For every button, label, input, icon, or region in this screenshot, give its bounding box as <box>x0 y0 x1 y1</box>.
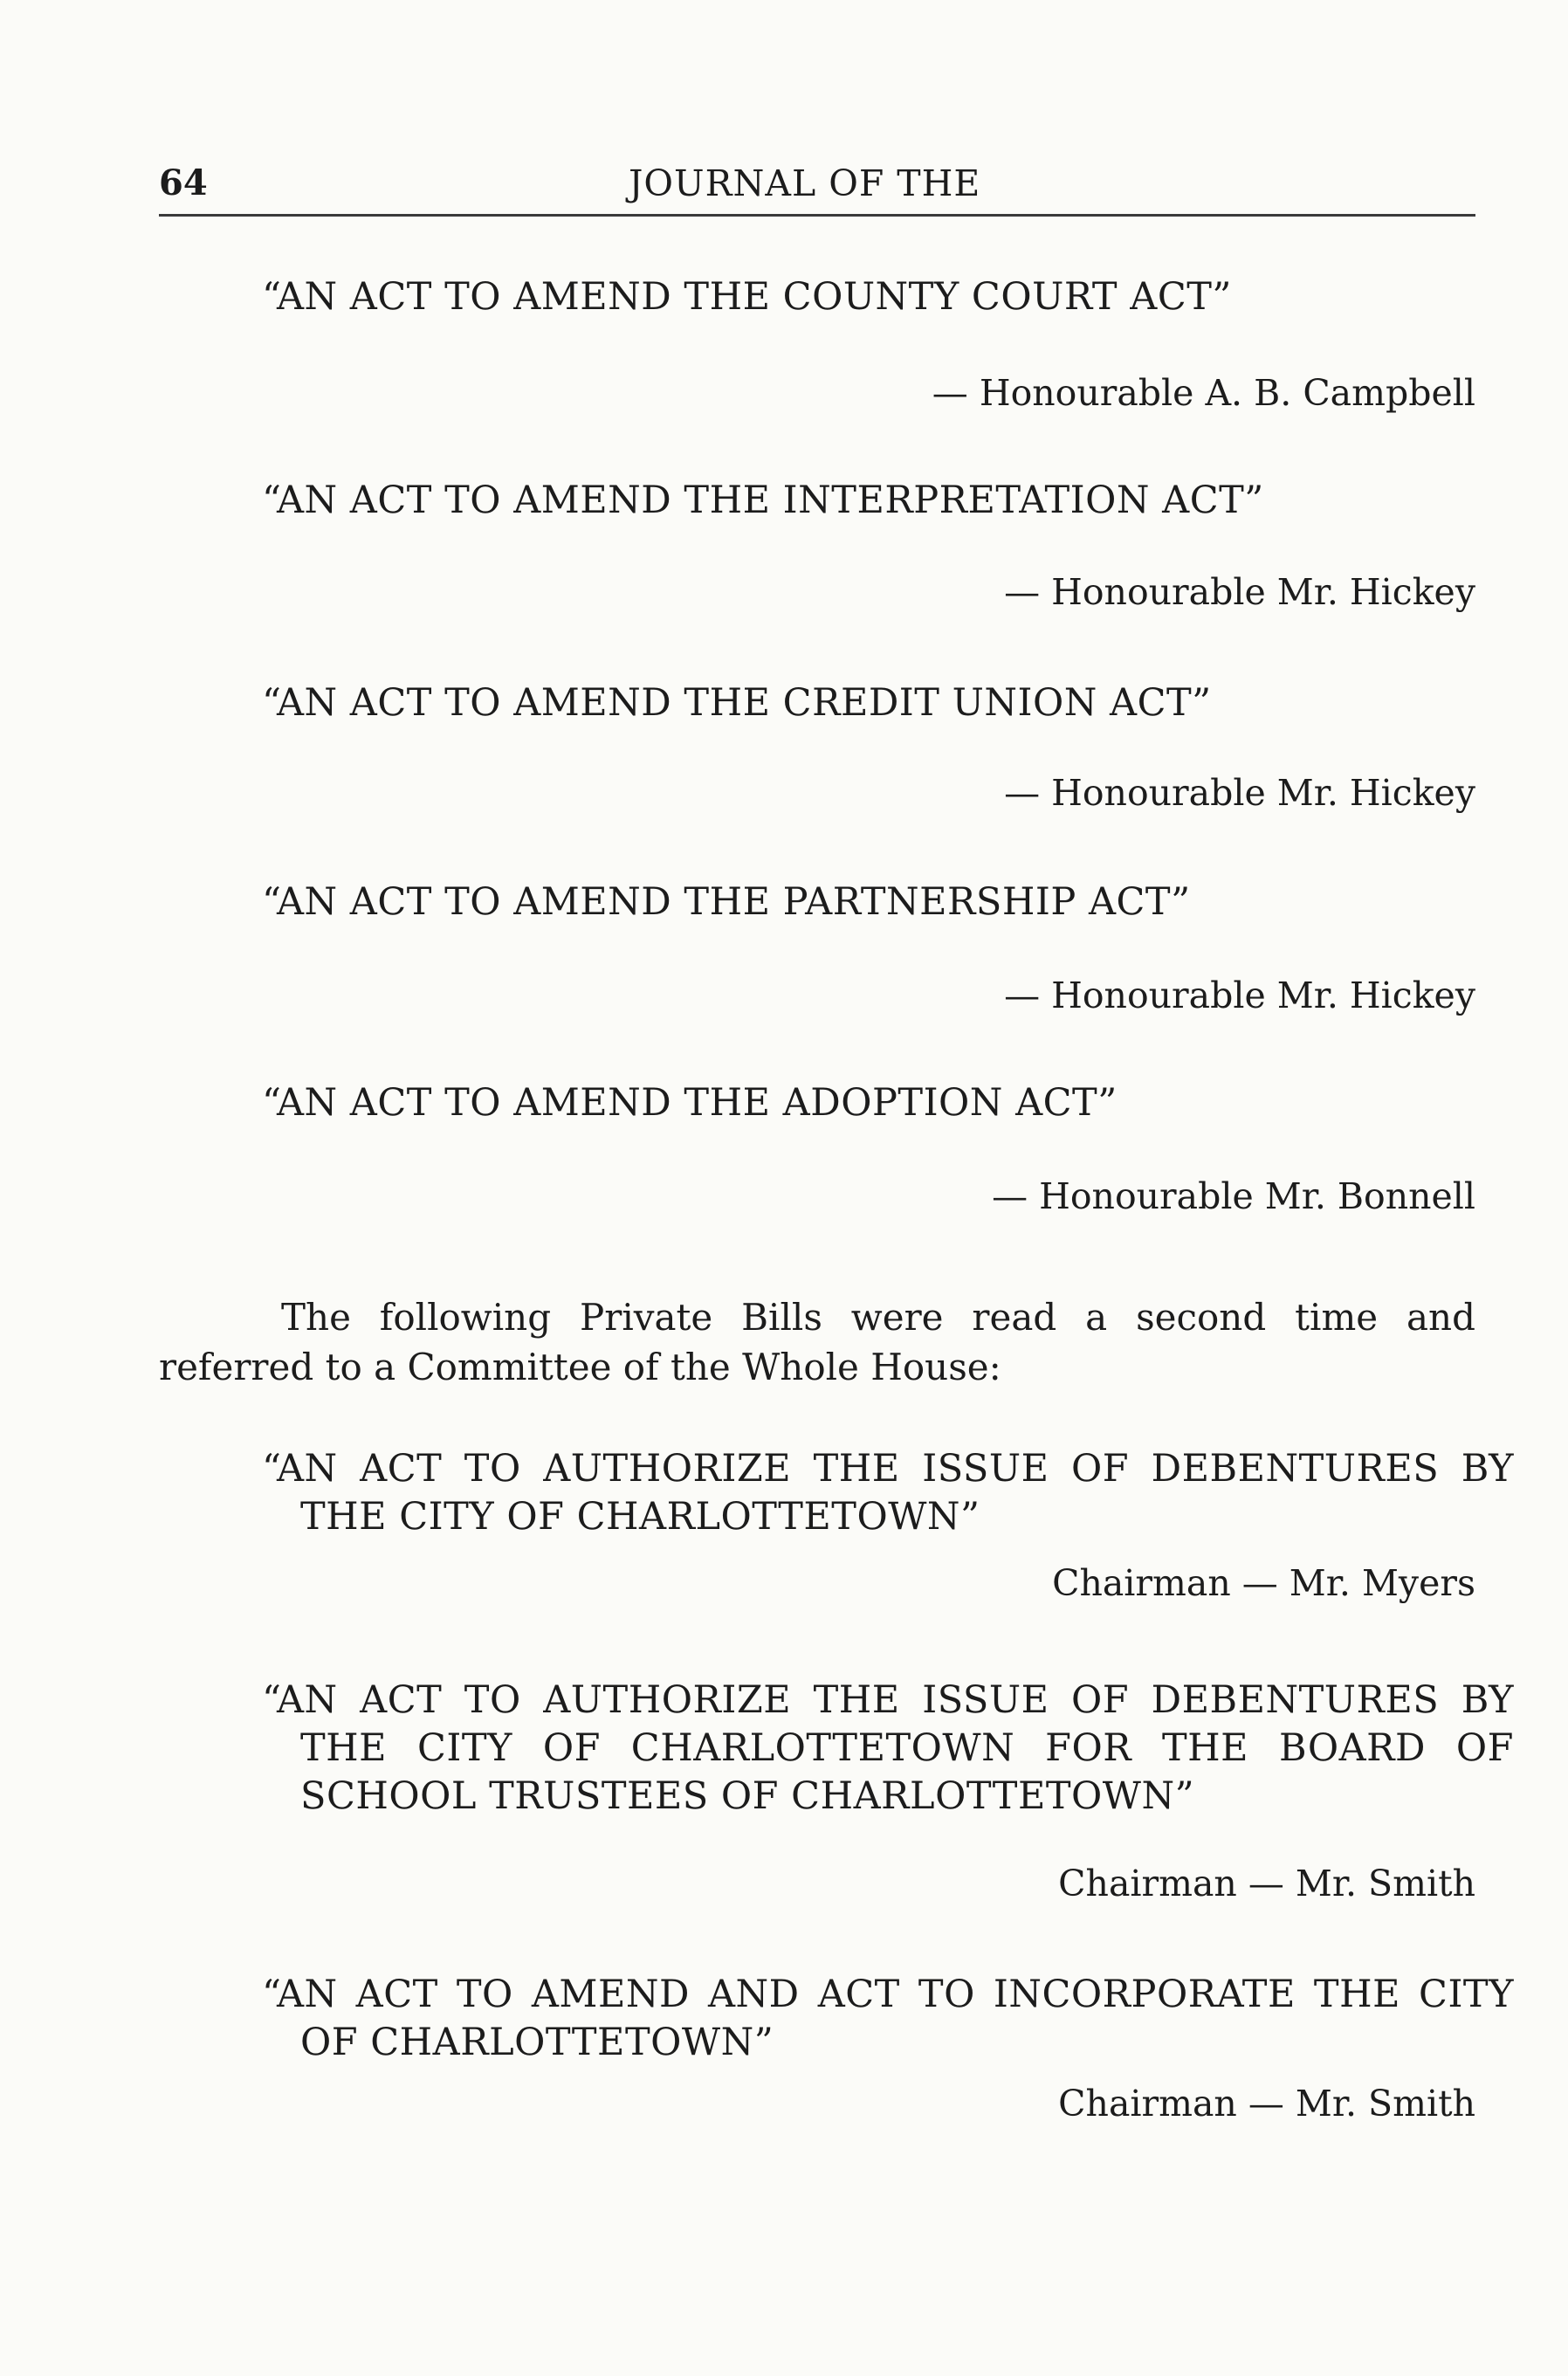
private-bill-title: “AN ACT TO AUTHORIZE THE ISSUE OF DEBENTURES BY THE CITY OF CHARLOTTETOWN FOR THE BOARD OF SCHOOL TRUSTEES OF CHARLOTTETOWN” <box>262 1678 1514 1818</box>
private-bill-title: “AN ACT TO AMEND AND ACT TO INCORPORATE THE CITY OF CHARLOTTETOWN” <box>262 1973 1514 2064</box>
bill-title: “AN ACT TO AMEND THE COUNTY COURT ACT” <box>262 275 1232 319</box>
bill-title: “AN ACT TO AMEND THE CREDIT UNION ACT” <box>262 681 1212 725</box>
bill-chairman: Chairman — Mr. Smith <box>1058 2083 1475 2125</box>
bill-title: “AN ACT TO AMEND THE PARTNERSHIP ACT” <box>262 880 1191 924</box>
bill-title: “AN ACT TO AMEND THE INTERPRETATION ACT” <box>262 479 1264 522</box>
running-header-title: JOURNAL OF THE <box>629 162 981 204</box>
bill-chairman: Chairman — Mr. Myers <box>1052 1562 1475 1604</box>
bill-title: “AN ACT TO AMEND THE ADOPTION ACT” <box>262 1081 1118 1125</box>
bill-sponsor: — Honourable Mr. Hickey <box>1004 772 1475 814</box>
bill-sponsor: — Honourable Mr. Bonnell <box>992 1175 1475 1217</box>
header-rule <box>159 214 1475 217</box>
private-bill-title: “AN ACT TO AUTHORIZE THE ISSUE OF DEBENTURES BY THE CITY OF CHARLOTTETOWN” <box>262 1447 1514 1539</box>
bill-chairman: Chairman — Mr. Smith <box>1058 1863 1475 1904</box>
bill-sponsor: — Honourable A. B. Campbell <box>932 372 1475 414</box>
bill-sponsor: — Honourable Mr. Hickey <box>1004 571 1475 613</box>
private-bills-intro: The following Private Bills were read a second time and referred to a Committee of the Whole House: <box>159 1296 1475 1388</box>
page-number: 64 <box>159 162 208 203</box>
bill-sponsor: — Honourable Mr. Hickey <box>1004 975 1475 1016</box>
